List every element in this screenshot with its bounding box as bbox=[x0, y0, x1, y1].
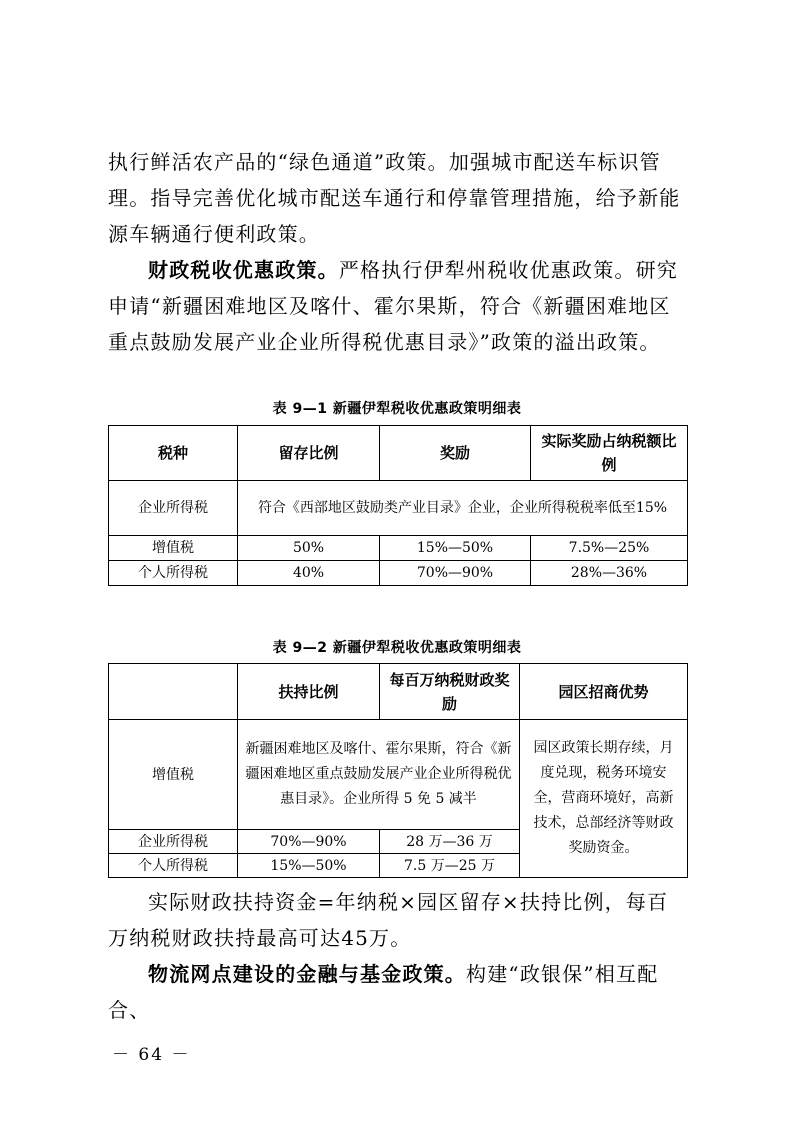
table-cell: 50% bbox=[238, 536, 380, 561]
table-row bbox=[109, 536, 688, 561]
table-header-cell: 留存比例 bbox=[238, 426, 380, 481]
paragraph-support-funds: 实际财政扶持资金=年纳税×园区留存×扶持比例，每百万纳税财政扶持最高可达45万。 bbox=[108, 890, 669, 950]
table-header-cell bbox=[109, 664, 238, 720]
paragraph-lead-fiscal-tax: 财政税收优惠政策。 bbox=[148, 258, 339, 282]
table-cell: 70%—90% bbox=[380, 561, 531, 586]
table-row bbox=[109, 426, 688, 481]
paragraph-body-finance: 构建“政银保”相互配合、 bbox=[108, 962, 659, 1022]
table-cell: 28%—36% bbox=[531, 561, 688, 586]
table-cell: 个人所得税 bbox=[109, 854, 238, 878]
table-cell: 增值税 bbox=[109, 536, 238, 561]
table-row bbox=[109, 481, 688, 536]
table-cell: 7.5 万—25 万 bbox=[380, 854, 520, 878]
table-cell: 15%—50% bbox=[238, 854, 380, 878]
table-cell: 15%—50% bbox=[380, 536, 531, 561]
table-cell: 企业所得税 bbox=[109, 830, 238, 854]
table-cell: 个人所得税 bbox=[109, 561, 238, 586]
paragraph-lead-finance: 物流网点建设的金融与基金政策。 bbox=[148, 962, 466, 986]
table-header-cell: 实际奖励占纳税额比例 bbox=[531, 426, 688, 481]
table-cell: 7.5%—25% bbox=[531, 536, 688, 561]
table-row bbox=[109, 720, 688, 830]
table-cell: 增值税 bbox=[109, 720, 238, 830]
page-number: － 64 － bbox=[112, 1045, 191, 1065]
table-2-caption: 表 9—2 新疆伊犁税收优惠政策明细表 bbox=[272, 640, 522, 656]
table-cell: 符合《西部地区鼓励类产业目录》企业，企业所得税税率低至15% bbox=[238, 481, 688, 536]
table-2 bbox=[108, 663, 688, 878]
table-cell: 28 万—36 万 bbox=[380, 830, 520, 854]
paragraph-fiscal-tax bbox=[108, 252, 686, 360]
table-1 bbox=[108, 425, 688, 586]
table-header-cell: 每百万纳税财政奖励 bbox=[380, 664, 520, 720]
table-row bbox=[109, 664, 688, 720]
table-cell: 40% bbox=[238, 561, 380, 586]
paragraph-green-channel: 执行鲜活农产品的“绿色通道”政策。加强城市配送车标识管理。指导完善优化城市配送车通行和停靠管理措施，给予新能源车辆通行便利政策。 bbox=[108, 150, 681, 246]
table-cell: 新疆困难地区及喀什、霍尔果斯，符合《新疆困难地区重点鼓励发展产业企业所得税优惠目录》。企业所得 5 免 5 减半 bbox=[238, 720, 520, 830]
table-row bbox=[109, 561, 688, 586]
table-header-cell: 奖励 bbox=[380, 426, 531, 481]
table-cell: 70%—90% bbox=[238, 830, 380, 854]
table-cell-advantage: 园区政策长期存续，月度兑现，税务环境安全，营商环境好，高新技术，总部经济等财政奖励资金。 bbox=[520, 720, 688, 878]
table-cell: 企业所得税 bbox=[109, 481, 238, 536]
paragraph-finance-fund bbox=[108, 956, 686, 1028]
table-1-caption: 表 9—1 新疆伊犁税收优惠政策明细表 bbox=[272, 401, 522, 417]
paragraph-body-fiscal-tax: 严格执行伊犁州税收优惠政策。研究申请“新疆困难地区及喀什、霍尔果斯，符合《新疆困难地区重点鼓励发展产业企业所得税优惠目录》”政策的溢出政策。 bbox=[108, 258, 679, 354]
table-header-cell: 扶持比例 bbox=[238, 664, 380, 720]
table-header-cell: 税种 bbox=[109, 426, 238, 481]
table-header-cell: 园区招商优势 bbox=[520, 664, 688, 720]
